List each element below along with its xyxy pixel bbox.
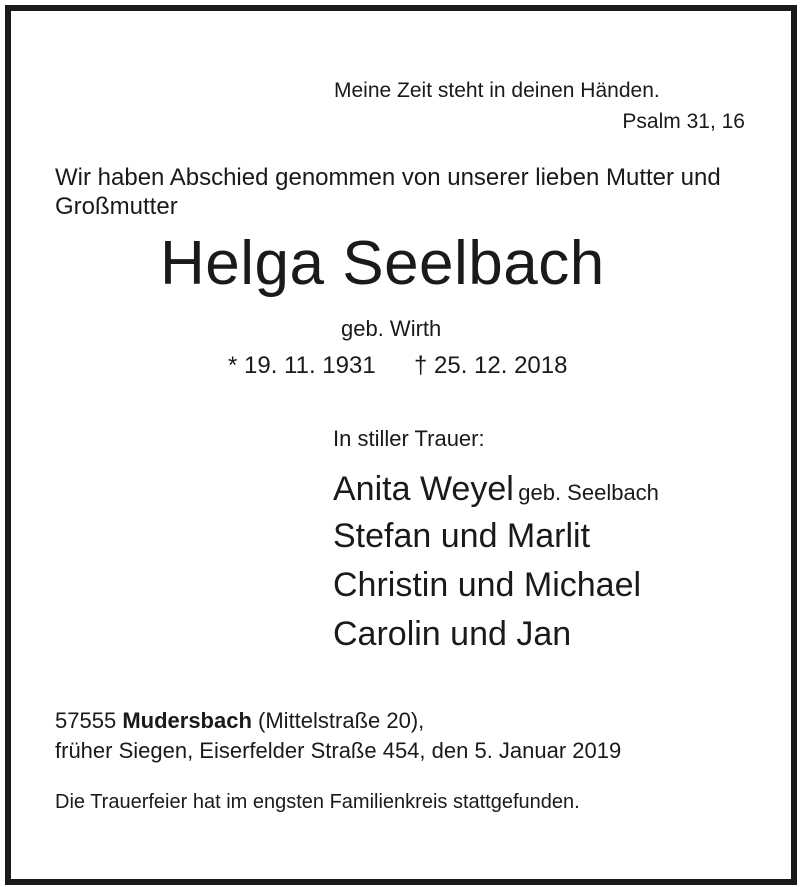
street: (Mittelstraße 20), (258, 708, 425, 733)
psalm-reference: Psalm 31, 16 (622, 110, 745, 133)
funeral-note: Die Trauerfeier hat im engsten Familienkreis stattgefunden. (55, 791, 580, 813)
death-date: † 25. 12. 2018 (414, 352, 568, 379)
intro-line-2: Großmutter (55, 193, 178, 220)
address-line-2: früher Siegen, Eiserfelder Straße 454, den 5. Januar 2019 (55, 738, 622, 763)
birth-date: * 19. 11. 1931 (228, 352, 376, 379)
mourner-name: Carolin und Jan (333, 615, 572, 653)
mourner-row (333, 472, 659, 506)
maiden-name: geb. Wirth (341, 316, 442, 341)
town: Mudersbach (122, 708, 252, 733)
mourner-name: Anita Weyel (333, 470, 514, 508)
postcode: 57555 (55, 708, 117, 733)
mourners-heading: In stiller Trauer: (333, 426, 485, 451)
intro-line-1: Wir haben Abschied genommen von unserer lieben Mutter und (55, 164, 721, 191)
address-line-1 (55, 710, 424, 732)
mourner-name: Stefan und Marlit (333, 517, 591, 555)
deceased-name: Helga Seelbach (160, 229, 605, 298)
mourner-name: Christin und Michael (333, 566, 642, 604)
mourner-note: geb. Seelbach (518, 480, 659, 505)
psalm-quote: Meine Zeit steht in deinen Händen. (334, 79, 660, 102)
